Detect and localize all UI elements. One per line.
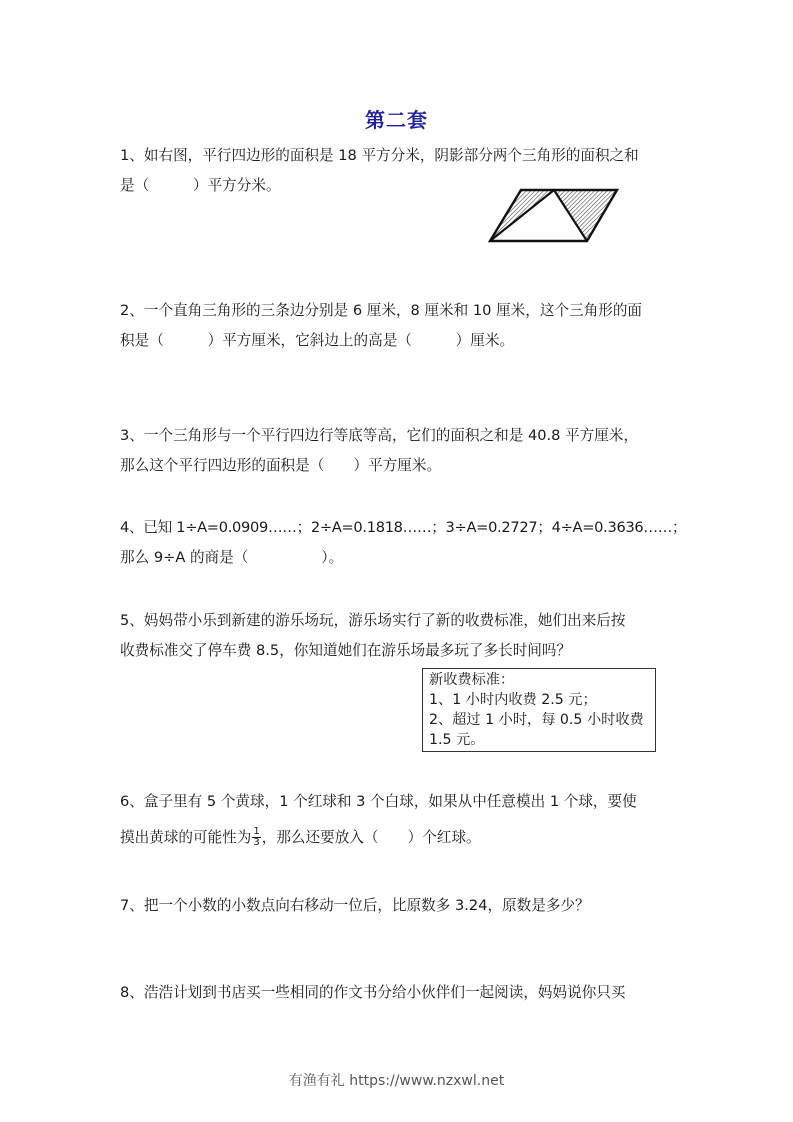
question-5 [120, 606, 680, 666]
question-2-line-1: 2、一个直角三角形的三条边分别是 6 厘米，8 厘米和 10 厘米，这个三角形的面 [120, 302, 643, 319]
fraction-numerator: 1 [253, 825, 260, 837]
question-2 [120, 296, 680, 356]
question-7-line-1: 7、把一个小数的小数点向右移动一位后，比原数多 3.24，原数是多少？ [120, 897, 590, 914]
question-2-line-2: 积是（ ）平方厘米，它斜边上的高是（ ）厘米。 [120, 332, 515, 349]
question-5-line-1: 5、妈妈带小乐到新建的游乐场玩，游乐场实行了新的收费标准，她们出来后按 [120, 612, 626, 629]
question-8-line-1: 8、浩浩计划到书店买一些相同的作文书分给小伙伴们一起阅读，妈妈说你只买 [120, 984, 626, 1001]
fraction-denominator: 3 [253, 836, 260, 848]
fee-box-rule-1: 1、1 小时内收费 2.5 元； [429, 692, 597, 708]
question-3-line-2: 那么这个平行四边形的面积是（ ）平方厘米。 [120, 457, 442, 474]
question-3 [120, 421, 680, 481]
page-title: 第二套 [365, 108, 428, 132]
fee-box-rule-2: 2、超过 1 小时，每 0.5 小时收费 [429, 712, 644, 728]
question-1-line-2: 是（ ）平方分米。 [120, 177, 281, 194]
fraction-one-third [252, 827, 260, 848]
shaded-triangle-right [554, 190, 617, 241]
question-4-line-2: 那么 9÷A 的商是（ ）。 [120, 549, 344, 566]
question-6-line-2 [120, 823, 680, 853]
question-4-line-1: 4、已知 1÷A=0.0909……；2÷A=0.1818……；3÷A=0.2727；4÷A=0.3636……； [120, 519, 687, 536]
question-1-line-1: 1、如右图，平行四边形的面积是 18 平方分米，阴影部分两个三角形的面积之和 [120, 147, 639, 164]
question-6-line-2-before: 摸出黄球的可能性为 [120, 829, 252, 846]
question-7 [120, 891, 680, 921]
fee-standard-box [422, 668, 656, 752]
question-6-line-1: 6、盒子里有 5 个黄球，1 个红球和 3 个白球，如果从中任意模出 1 个球，要使 [120, 793, 637, 810]
question-6 [120, 787, 680, 853]
fee-box-heading: 新收费标准： [429, 672, 515, 688]
question-8 [120, 978, 680, 1008]
footer-watermark: 有渔有礼 https://www.nzxwl.net [288, 1073, 505, 1089]
question-4 [120, 513, 687, 573]
question-3-line-1: 3、一个三角形与一个平行四边行等底等高，它们的面积之和是 40.8 平方厘米， [120, 427, 639, 444]
question-5-line-2: 收费标准交了停车费 8.5，你知道她们在游乐场最多玩了多长时间吗？ [120, 642, 572, 659]
parallelogram-figure [485, 184, 625, 246]
fee-box-rule-2-cont: 1.5 元。 [429, 732, 485, 748]
question-6-line-2-after: ，那么还要放入（ ）个红球。 [261, 829, 481, 846]
